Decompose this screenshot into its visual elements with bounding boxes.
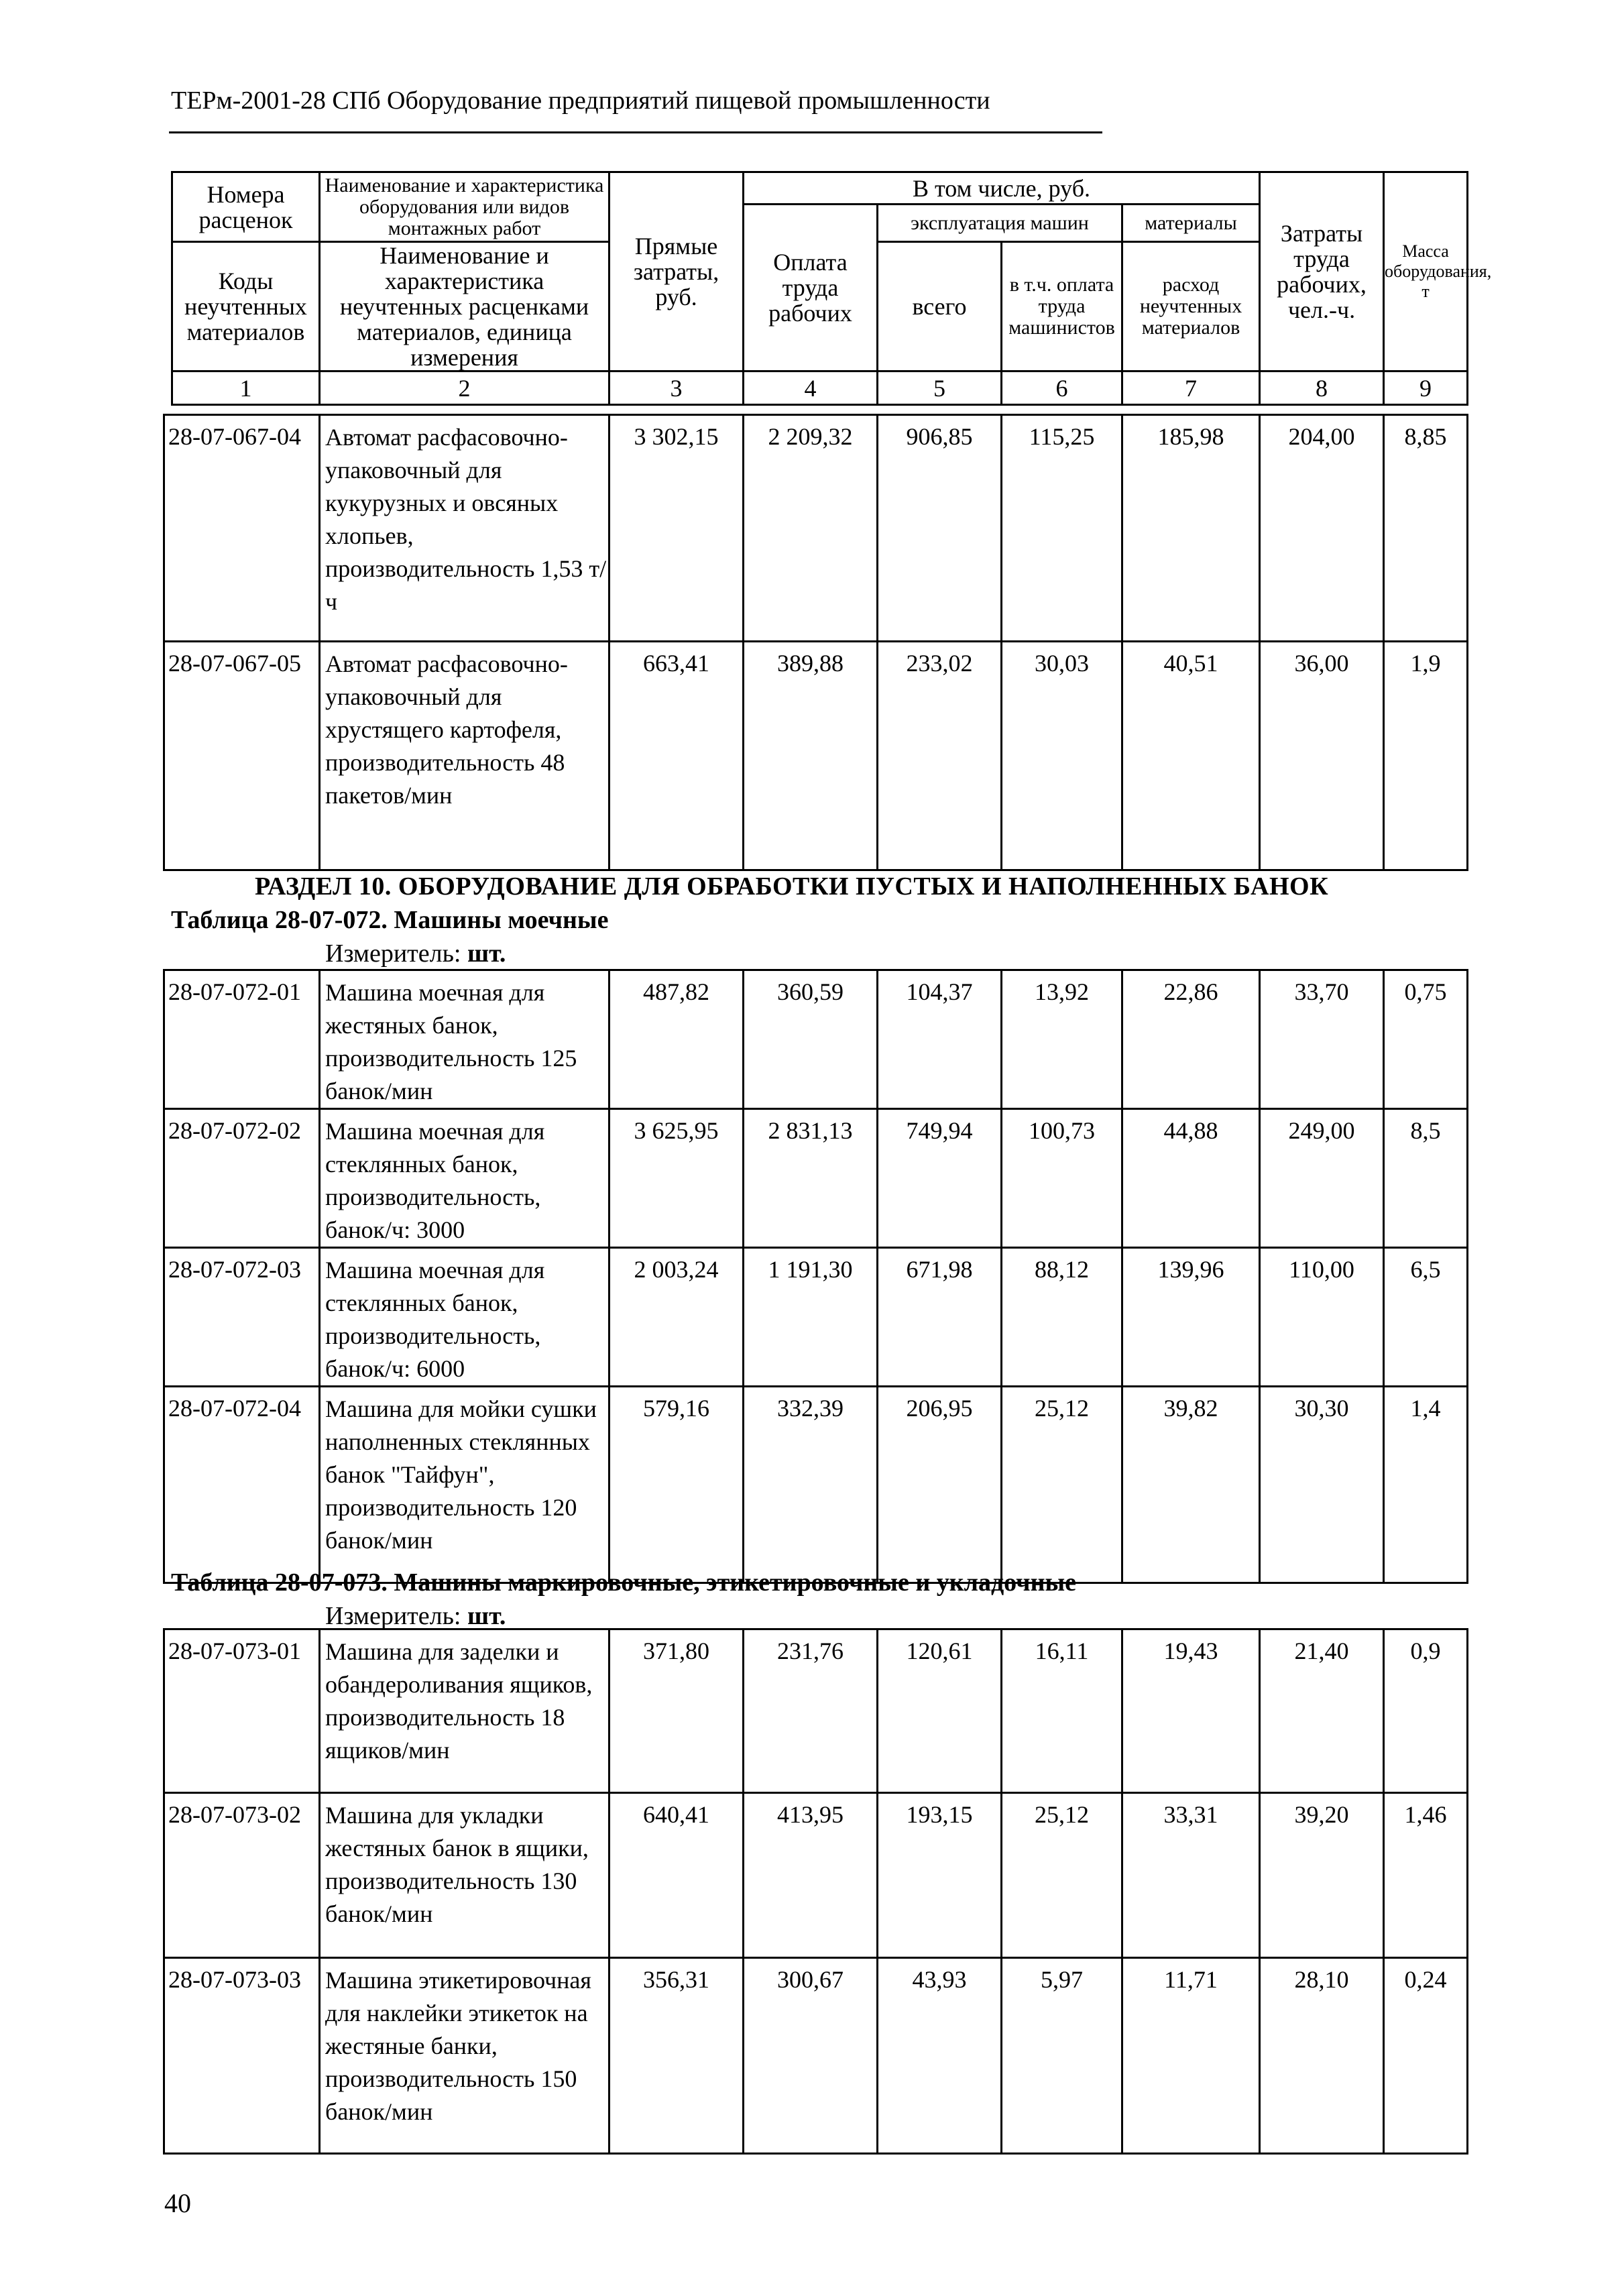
- column-number: 9: [1384, 371, 1468, 405]
- mass: 6,5: [1384, 1248, 1468, 1387]
- item-name: Машина моечная для стеклянных банок, производительность, банок/ч: 3000: [320, 1109, 610, 1248]
- direct-costs: 3 302,15: [610, 415, 744, 642]
- table-072: [163, 969, 1468, 1584]
- direct-costs: 579,16: [610, 1387, 744, 1583]
- wages: 389,88: [744, 642, 878, 870]
- rate-code: 28-07-072-03: [164, 1248, 320, 1387]
- table-row: [164, 1109, 1468, 1248]
- labor-hours: 110,00: [1260, 1248, 1384, 1387]
- materials: 33,31: [1122, 1793, 1260, 1958]
- table-073-caption: Таблица 28-07-073. Машины маркировочные, этикетировочные и укладочные: [171, 1568, 1077, 1597]
- header-code-bottom: Коды неучтенных материалов: [172, 242, 320, 371]
- header-direct-costs: Прямые затраты, руб.: [610, 172, 744, 371]
- machines-total: 749,94: [878, 1109, 1002, 1248]
- wages: 2 209,32: [744, 415, 878, 642]
- table-row: [164, 970, 1468, 1109]
- rate-code: 28-07-073-03: [164, 1958, 320, 2154]
- header-machines-total: всего: [878, 242, 1002, 371]
- machinist-wages: 25,12: [1002, 1387, 1122, 1583]
- column-number: 5: [878, 371, 1002, 405]
- item-name: Машина моечная для стеклянных банок, производительность, банок/ч: 6000: [320, 1248, 610, 1387]
- machines-total: 120,61: [878, 1629, 1002, 1793]
- column-number: 3: [610, 371, 744, 405]
- page-number: 40: [164, 2188, 191, 2218]
- materials: 19,43: [1122, 1629, 1260, 1793]
- measure-label: Измеритель:: [325, 939, 461, 968]
- machinist-wages: 100,73: [1002, 1109, 1122, 1248]
- machinist-wages: 115,25: [1002, 415, 1122, 642]
- item-name: Автомат расфасовочно-упаковочный для хрустящего картофеля, производительность 48 пакетов/мин: [320, 642, 610, 870]
- materials: 39,82: [1122, 1387, 1260, 1583]
- rate-code: 28-07-067-04: [164, 415, 320, 642]
- wages: 360,59: [744, 970, 878, 1109]
- rate-code: 28-07-073-01: [164, 1629, 320, 1793]
- machinist-wages: 30,03: [1002, 642, 1122, 870]
- header-name-bottom: Наименование и характеристика неучтенных расценками материалов, единица измерения: [320, 242, 610, 371]
- machinist-wages: 25,12: [1002, 1793, 1122, 1958]
- item-name: Машина для мойки сушки наполненных стеклянных банок "Тайфун", производительность 120 банок/мин: [320, 1387, 610, 1583]
- machinist-wages: 5,97: [1002, 1958, 1122, 2154]
- direct-costs: 640,41: [610, 1793, 744, 1958]
- column-number: 7: [1122, 371, 1260, 405]
- column-header-table: [171, 171, 1492, 406]
- labor-hours: 249,00: [1260, 1109, 1384, 1248]
- materials: 40,51: [1122, 642, 1260, 870]
- labor-hours: 36,00: [1260, 642, 1384, 870]
- item-name: Машина моечная для жестяных банок, производительность 125 банок/мин: [320, 970, 610, 1109]
- mass: 1,4: [1384, 1387, 1468, 1583]
- direct-costs: 3 625,95: [610, 1109, 744, 1248]
- header-labor: Затраты труда рабочих, чел.-ч.: [1260, 172, 1384, 371]
- materials: 22,86: [1122, 970, 1260, 1109]
- labor-hours: 21,40: [1260, 1629, 1384, 1793]
- table-row: [164, 1248, 1468, 1387]
- direct-costs: 2 003,24: [610, 1248, 744, 1387]
- header-machines: эксплуатация машин: [878, 205, 1122, 242]
- wages: 2 831,13: [744, 1109, 878, 1248]
- rate-code: 28-07-073-02: [164, 1793, 320, 1958]
- wages: 1 191,30: [744, 1248, 878, 1387]
- header-rule: [169, 131, 1102, 133]
- wages: 300,67: [744, 1958, 878, 2154]
- header-group-title: В том числе, руб.: [744, 172, 1260, 205]
- header-machinist-wages: в т.ч. оплата труда машинистов: [1002, 242, 1122, 371]
- section-title: РАЗДЕЛ 10. ОБОРУДОВАНИЕ ДЛЯ ОБРАБОТКИ ПУСТЫХ И НАПОЛНЕННЫХ БАНОК: [255, 872, 1329, 901]
- labor-hours: 39,20: [1260, 1793, 1384, 1958]
- header-material-consumption: расход неучтенных материалов: [1122, 242, 1260, 371]
- rate-code: 28-07-072-04: [164, 1387, 320, 1583]
- rate-code: 28-07-072-02: [164, 1109, 320, 1248]
- measure-label: Измеритель:: [325, 1602, 461, 1630]
- direct-costs: 663,41: [610, 642, 744, 870]
- mass: 1,9: [1384, 642, 1468, 870]
- mass: 0,24: [1384, 1958, 1468, 2154]
- column-number: 4: [744, 371, 878, 405]
- wages: 231,76: [744, 1629, 878, 1793]
- machines-total: 104,37: [878, 970, 1002, 1109]
- labor-hours: 28,10: [1260, 1958, 1384, 2154]
- materials: 185,98: [1122, 415, 1260, 642]
- materials: 139,96: [1122, 1248, 1260, 1387]
- mass: 0,9: [1384, 1629, 1468, 1793]
- column-number: 6: [1002, 371, 1122, 405]
- wages: 332,39: [744, 1387, 878, 1583]
- materials: 11,71: [1122, 1958, 1260, 2154]
- measure-value: шт.: [467, 1602, 506, 1630]
- table-067: [163, 414, 1468, 871]
- table-073: [163, 1628, 1468, 2155]
- machinist-wages: 16,11: [1002, 1629, 1122, 1793]
- table-row: [164, 415, 1468, 642]
- table-row: [164, 642, 1468, 870]
- machinist-wages: 88,12: [1002, 1248, 1122, 1387]
- mass: 0,75: [1384, 970, 1468, 1109]
- machines-total: 233,02: [878, 642, 1002, 870]
- item-name: Машина для заделки и обандероливания ящиков, производительность 18 ящиков/мин: [320, 1629, 610, 1793]
- running-header: ТЕРм-2001-28 СПб Оборудование предприятий пищевой промышленности: [171, 87, 990, 115]
- rate-code: 28-07-072-01: [164, 970, 320, 1109]
- machines-total: 906,85: [878, 415, 1002, 642]
- labor-hours: 204,00: [1260, 415, 1384, 642]
- direct-costs: 356,31: [610, 1958, 744, 2154]
- item-name: Автомат расфасовочно-упаковочный для кукурузных и овсяных хлопьев, производительность 1,53 т/ч: [320, 415, 610, 642]
- header-code-top: Номера расценок: [172, 172, 320, 242]
- machines-total: 193,15: [878, 1793, 1002, 1958]
- direct-costs: 487,82: [610, 970, 744, 1109]
- table-row: [164, 1387, 1468, 1583]
- header-mass: Масса оборудования, т: [1384, 172, 1468, 371]
- column-number: 8: [1260, 371, 1384, 405]
- table-073-measure: [325, 1601, 506, 1631]
- machines-total: 206,95: [878, 1387, 1002, 1583]
- column-number: 2: [320, 371, 610, 405]
- machines-total: 671,98: [878, 1248, 1002, 1387]
- measure-value: шт.: [467, 939, 506, 968]
- mass: 8,85: [1384, 415, 1468, 642]
- header-wages: Оплата труда рабочих: [744, 205, 878, 371]
- table-row: [164, 1629, 1468, 1793]
- header-name-top: Наименование и характеристика оборудования или видов монтажных работ: [320, 172, 610, 242]
- item-name: Машина этикетировочная для наклейки этикеток на жестяные банки, производительность 150 банок/мин: [320, 1958, 610, 2154]
- column-number: 1: [172, 371, 320, 405]
- direct-costs: 371,80: [610, 1629, 744, 1793]
- labor-hours: 33,70: [1260, 970, 1384, 1109]
- mass: 1,46: [1384, 1793, 1468, 1958]
- labor-hours: 30,30: [1260, 1387, 1384, 1583]
- header-materials: материалы: [1122, 205, 1260, 242]
- machinist-wages: 13,92: [1002, 970, 1122, 1109]
- mass: 8,5: [1384, 1109, 1468, 1248]
- wages: 413,95: [744, 1793, 878, 1958]
- rate-code: 28-07-067-05: [164, 642, 320, 870]
- materials: 44,88: [1122, 1109, 1260, 1248]
- item-name: Машина для укладки жестяных банок в ящики, производительность 130 банок/мин: [320, 1793, 610, 1958]
- table-row: [164, 1958, 1468, 2154]
- table-072-measure: [325, 939, 506, 968]
- machines-total: 43,93: [878, 1958, 1002, 2154]
- table-row: [164, 1793, 1468, 1958]
- table-072-caption: Таблица 28-07-072. Машины моечные: [171, 906, 609, 934]
